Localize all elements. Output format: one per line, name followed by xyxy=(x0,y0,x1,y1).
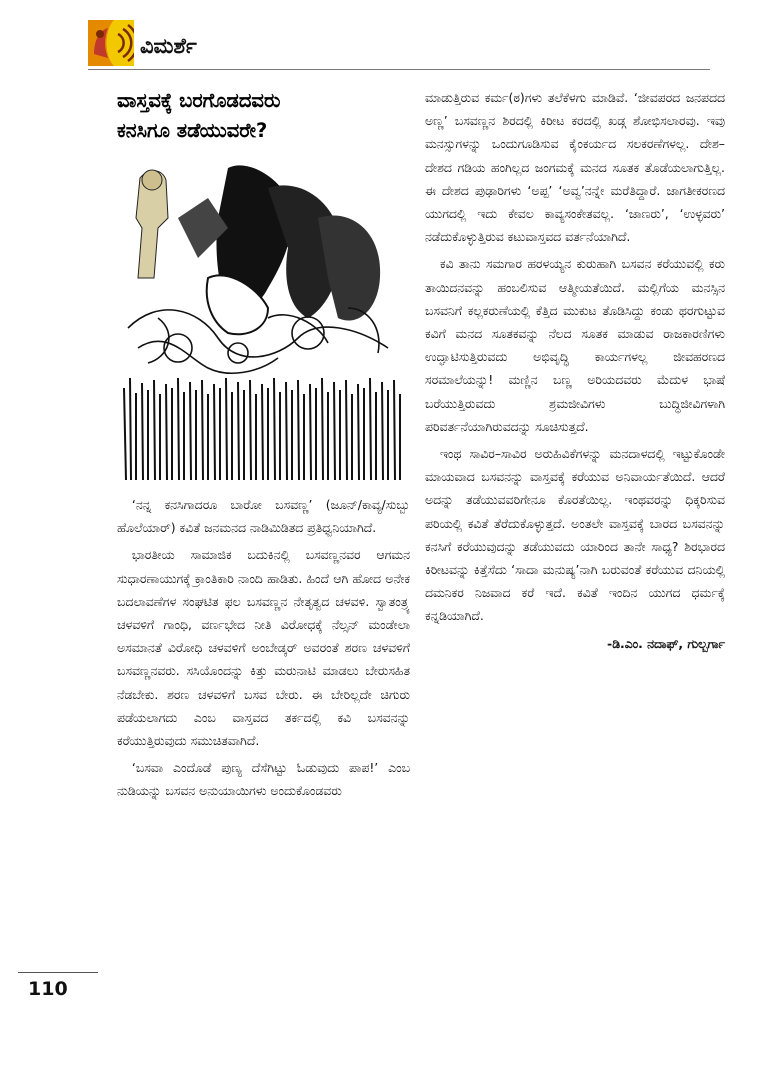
bell-speaker-logo-icon xyxy=(88,20,134,66)
article-column-right xyxy=(425,86,725,655)
paragraph: ಮಾಡುತ್ತಿರುವ ಕರ್ಮ(ಠ)ಗಳು ತಲೆಕೆಳಗು ಮಾಡಿವೆ. ‘ಜೀವಪರದ ಜನಪದದ ಅಣ್ಣ’ ಬಸವಣ್ಣನ ಶಿರದಲ್ಲಿ ಕಿರೀಟ ಕರದಲ್ಲಿ ಖಡ್ಗ ಶೋಭಿಸಲಾರವು. ಇವು ಮನಸ್ಸುಗಳನ್ನು ಒಂದುಗೂಡಿಸುವ ಕೈಂಕರ್ಯದ ಸಲಕರಣೆಗಳಲ್ಲ. ದೇಶ–ದೇಶದ ಗಡಿಯ ಹಂಗಿಲ್ಲದ ಜಂಗಮಕ್ಕೆ ಮನದ ಸೂತಕ ತೊಡೆಯಲಾಗುತ್ತಿಲ್ಲ. ಈ ದೇಶದ ಪುಢಾರಿಗಳು ‘ಅಪ್ಪ’ ‘ಅವ್ವ’ನನ್ನೇ ಮರೆತಿದ್ದಾರೆ. ಜಾಗತೀಕರಣದ ಯುಗದಲ್ಲಿ ಇದು ಕೇವಲ ಕಾವ್ಯಸಂಕೇತವಲ್ಲ. ‘ಜಾಣರು’, ‘ಉಳ್ಳವರು’ ನಡೆದುಕೊಳ್ಳುತ್ತಿರುವ ಕಟುವಾಸ್ತವದ ವರ್ತನೆಯಾಗಿದೆ. xyxy=(425,90,725,245)
header-divider xyxy=(88,69,710,70)
footer-divider xyxy=(18,972,98,973)
article-title-line2: ಕನಸಿಗೂ ತಡೆಯುವರೇ? xyxy=(117,119,268,142)
paragraph: ಇಂಥ ಸಾವಿರ–ಸಾವಿರ ಅರುಹಿವಿಕೆಗಳನ್ನು ಮನದಾಳದಲ್ಲಿ ಇಟ್ಟುಕೊಂಡೇ ಮಾಯವಾದ ಬಸವನನ್ನು ವಾಸ್ತವಕ್ಕೆ ಕರೆಯುವ ಅನಿವಾರ್ಯತೆಯಿದೆ. ಆದರೆ ಅದನ್ನು ತಡೆಯುವವರಿಗೇನೂ ಕೊರತೆಯಿಲ್ಲ. ಇಂಥವರನ್ನು ಧಿಕ್ಕರಿಸುವ ಪರಿಯಲ್ಲಿ ಕವಿತೆ ತೆರೆದುಕೊಳ್ಳುತ್ತದೆ. ಅಂತಲೇ ವಾಸ್ತವಕ್ಕೆ ಬಾರದ ಬಸವನನ್ನು ಕನಸಿಗೆ ಕರೆಯುವುದನ್ನು ತಡೆಯುವದು ಯಾರಿಂದ ತಾನೇ ಸಾಧ್ಯ? ಶಿರಭಾರದ ಕಿರೀಟವನ್ನು ಕಿತ್ತೆಸೆದು ‘ಸಾದಾ ಮನುಷ್ಯ’ನಾಗಿ ಬರುವಂತೆ ಕರೆಯುವ ದನಿಯಲ್ಲಿ ದಮನಿಕರ ನಿಜವಾದ ಕರೆ ಇದೆ. ಕವಿತೆ ಇಂದಿನ ಯುಗದ ಧರ್ಮಕ್ಕೆ ಕನ್ನಡಿಯಾಗಿದೆ. xyxy=(425,446,725,624)
paragraph: ಕವಿ ತಾನು ಸಮಗಾರ ಹರಳಯ್ಯನ ಕುರುಹಾಗಿ ಬಸವನ ಕರೆಯುವಲ್ಲಿ ಕರು ತಾಯಿದನವನ್ನು ಹಂಬಲಿಸುವ ಆತ್ಮೀಯತೆಯಿದೆ. ಮಲ್ಲಿಗೆಯ ಮನಸ್ಸಿನ ಬಸವನಿಗೆ ಕಲ್ಲಕರುಣೆಯಲ್ಲಿ ಕೆತ್ತಿದ ಮುಕುಟ ತೊಡಿಸಿದ್ದು ಕಂಡು ಥರಗುಟ್ಟುವ ಕವಿಗೆ ಮನದ ಸೂತಕವನ್ನು ನೆಲದ ಸೂತಕ ಮಾಡುವ ರಾಜಕಾರಣಿಗಳು ಉದ್ಘಾಟಿಸುತ್ತಿರುವದು ಅಭಿವೃದ್ಧಿ ಕಾರ್ಯಗಳಲ್ಲ ಜೀವಹರಣದ ಸರಮಾಲೆಯನ್ನು! ಮಣ್ಣಿನ ಬಣ್ಣ ಅರಿಯದವರು ಮೆದುಳ ಭಾಷೆ ಬರೆಯುತ್ತಿರುವದು ಶ್ರಮಜೀವಿಗಳು ಬುದ್ಧಿಜೀವಿಗಳಾಗಿ ಪರಿವರ್ತನೆಯಾಗಿರುವದನ್ನು ಸೂಚಿಸುತ್ತದೆ. xyxy=(425,256,725,434)
paragraph: ಭಾರತೀಯ ಸಾಮಾಜಿಕ ಬದುಕಿನಲ್ಲಿ ಬಸವಣ್ಣನವರ ಆಗಮನ ಸುಧಾರಣಾಯುಗಕ್ಕೆ ಕ್ರಾಂತಿಕಾರಿ ನಾಂದಿ ಹಾಡಿತು. ಹಿಂದೆ ಆಗಿ ಹೋದ ಅನೇಕ ಬದಲಾವಣೆಗಳ ಸಂಘಟಿತ ಫಲ ಬಸವಣ್ಣನ ನೇತೃತ್ವದ ಚಳವಳಿ. ಸ್ವಾತಂತ್ರ್ಯ ಚಳವಳಿಗೆ ಗಾಂಧಿ, ವರ್ಣಭೇದ ನೀತಿ ವಿರೋಧಕ್ಕೆ ನೆಲ್ಸನ್ ಮಂಡೇಲಾ ಅಸಮಾನತೆ ವಿರೋಧಿ ಚಳವಳಿಗೆ ಅಂಬೇಡ್ಕರ್ ಅವರಂತೆ ಶರಣ ಚಳವಳಿಗೆ ಬಸವಣ್ಣನವರು. ಸಸಿಯೊಂದನ್ನು ಕಿತ್ತು ಮರುನಾಟಿ ಮಾಡಲು ಬೇರುಸಹಿತ ನೆಡಬೇಕು. ಶರಣ ಚಳವಳಿಗೆ ಬಸವ ಬೇರು. ಈ ಬೇರಿಲ್ಲದೇ ಚಿಗುರು ಪಡೆಯಲಾಗದು ಎಂಬ ವಾಸ್ತವದ ತರ್ಕದಲ್ಲಿ ಕವಿ ಬಸವನನ್ನು ಕರೆಯುತ್ತಿರುವುದು ಸಮುಚಿತವಾಗಿದೆ. xyxy=(117,547,410,749)
paragraph: ‘ನನ್ನ ಕನಸಿಗಾದರೂ ಬಾರೋ ಬಸವಣ್ಣ’ (ಜೂನ್/ಕಾವ್ಯ/ಸುಬ್ಬು ಹೊಲೆಯಾರ್) ಕವಿತೆ ಜನಮನದ ನಾಡಿಮಿಡಿತದ ಪ್ರತಿಧ್ವನಿಯಾಗಿದೆ. xyxy=(117,497,410,536)
article-column-left xyxy=(117,493,410,807)
article-title-line1: ವಾಸ್ತವಕ್ಕೆ ಬರಗೊಡದವರು xyxy=(117,89,281,112)
paragraph: ‘ಬಸವಾ ಎಂದೊಡೆ ಪುಣ್ಯ ದೆಸೆಗಿಟ್ಟು ಓಡುವುದು ಪಾಪ!’ ಎಂಬ ನುಡಿಯನ್ನು ಬಸವನ ಅನುಯಾಯಿಗಳು ಅಂದುಕೊಂಡವರು xyxy=(117,760,410,799)
page-header xyxy=(88,20,710,72)
page-number: 110 xyxy=(28,978,68,1000)
author-signature: -ಡಿ.ಎಂ. ನದಾಫ್, ಗುಲ್ಬರ್ಗಾ xyxy=(607,635,725,651)
article-title xyxy=(117,86,407,146)
section-title: ವಿಮರ್ಶೆ xyxy=(140,34,197,58)
ink-illustration-icon xyxy=(118,158,404,480)
